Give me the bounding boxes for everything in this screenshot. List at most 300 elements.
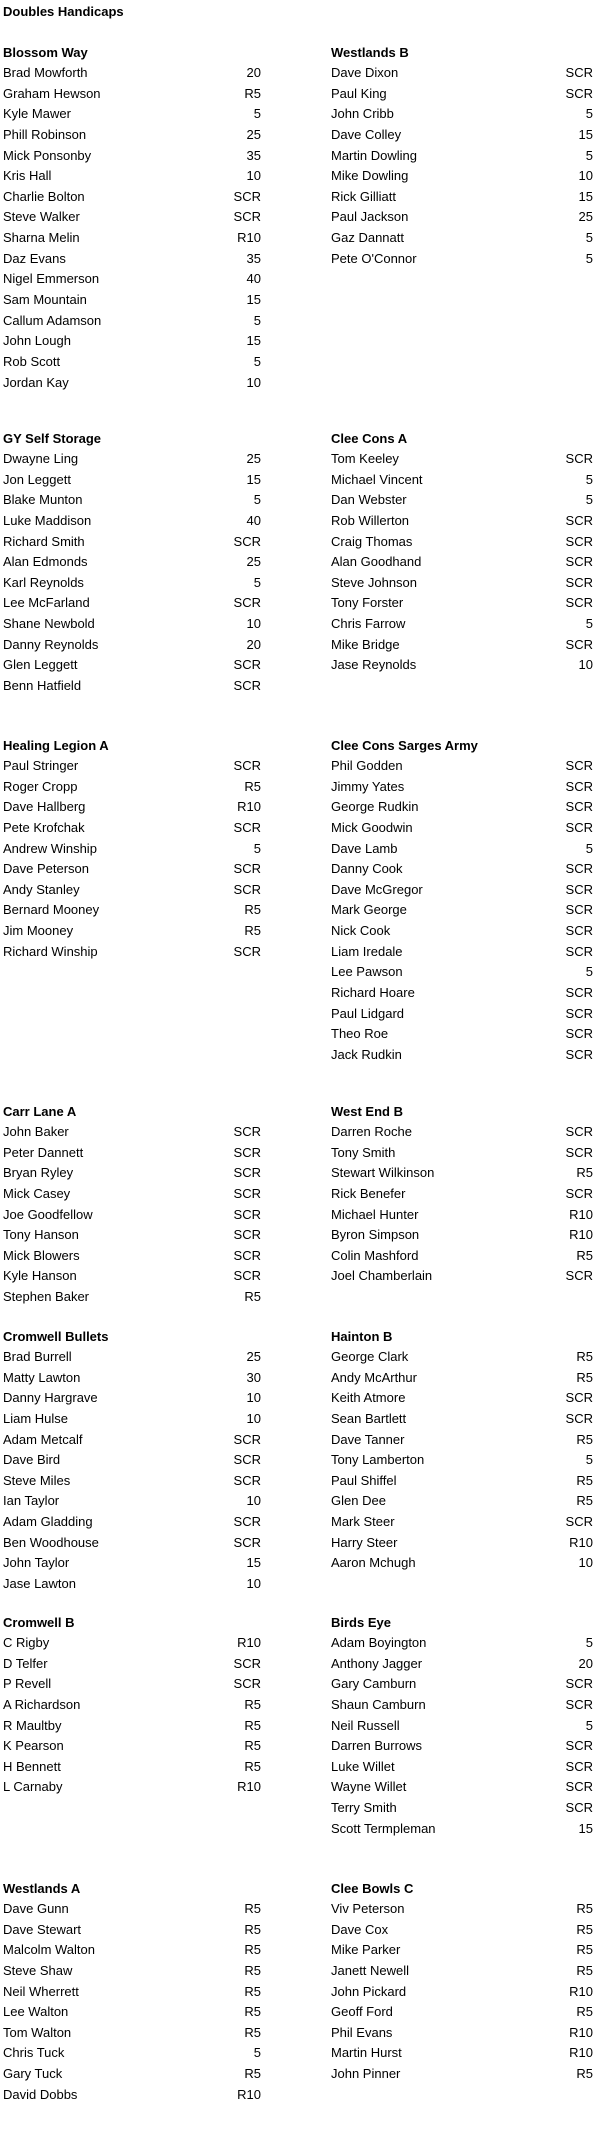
player-row bbox=[331, 1006, 593, 1027]
player-name: C Rigby bbox=[3, 1635, 50, 1650]
player-handicap: R5 bbox=[576, 2066, 593, 2082]
player-handicap: SCR bbox=[233, 1452, 261, 1468]
player-name: Dave McGregor bbox=[331, 881, 423, 897]
team-name: Clee Bowls C bbox=[331, 1881, 414, 1896]
player-handicap: R5 bbox=[244, 1942, 261, 1958]
player-row bbox=[331, 985, 593, 1006]
player-handicap: 40 bbox=[246, 512, 261, 528]
player-handicap: R10 bbox=[569, 1983, 593, 1999]
player-handicap: R10 bbox=[237, 2086, 261, 2102]
player-handicap: R5 bbox=[576, 1962, 593, 1978]
player-name: Paul King bbox=[331, 85, 387, 101]
player-handicap: R5 bbox=[576, 2004, 593, 2020]
player-name: Gary Tuck bbox=[3, 2066, 63, 2082]
player-handicap: SCR bbox=[565, 1390, 593, 1406]
player-name: Mike Bridge bbox=[331, 636, 400, 652]
player-handicap: SCR bbox=[233, 1165, 261, 1181]
player-name: Harry Steer bbox=[331, 1534, 398, 1550]
player-row bbox=[331, 1738, 593, 1759]
player-handicap: R5 bbox=[244, 1696, 261, 1712]
player-name: Brad Burrell bbox=[3, 1349, 72, 1364]
player-name: Martin Dowling bbox=[331, 147, 417, 163]
team-name: Cromwell Bullets bbox=[3, 1329, 109, 1344]
player-handicap: 15 bbox=[246, 292, 261, 308]
team-block bbox=[331, 1329, 593, 1576]
player-handicap: R5 bbox=[244, 1758, 261, 1774]
player-handicap: SCR bbox=[565, 1410, 593, 1426]
player-handicap: R5 bbox=[244, 1289, 261, 1305]
player-handicap: SCR bbox=[233, 1534, 261, 1550]
player-handicap: SCR bbox=[565, 574, 593, 590]
player-name: Rick Gilliatt bbox=[331, 188, 397, 204]
player-name: Dave Peterson bbox=[3, 861, 89, 877]
player-name: Janett Newell bbox=[331, 1962, 410, 1978]
player-row bbox=[3, 1227, 261, 1248]
team-block bbox=[3, 1104, 261, 1310]
player-handicap: SCR bbox=[565, 1696, 593, 1712]
player-name: Shane Newbold bbox=[3, 616, 95, 632]
player-row bbox=[331, 923, 593, 944]
player-handicap: R5 bbox=[576, 1942, 593, 1958]
player-name: Scott Termpleman bbox=[331, 1820, 436, 1836]
player-handicap: SCR bbox=[565, 1026, 593, 1042]
player-handicap: SCR bbox=[233, 1206, 261, 1222]
player-name: Byron Simpson bbox=[331, 1227, 420, 1243]
player-row bbox=[331, 1411, 593, 1432]
player-row bbox=[331, 1207, 593, 1228]
player-row bbox=[331, 127, 593, 148]
player-handicap: SCR bbox=[565, 1144, 593, 1160]
player-handicap: 5 bbox=[585, 1635, 593, 1650]
team-block bbox=[3, 1881, 261, 2107]
player-handicap: 5 bbox=[253, 106, 261, 122]
player-row bbox=[331, 1452, 593, 1473]
player-handicap: SCR bbox=[233, 1124, 261, 1139]
player-handicap: SCR bbox=[233, 533, 261, 549]
player-name: Mick Goodwin bbox=[331, 819, 413, 835]
player-name: Aaron Mchugh bbox=[331, 1555, 416, 1571]
player-row bbox=[3, 1718, 261, 1739]
player-row bbox=[3, 1124, 261, 1145]
player-handicap: SCR bbox=[233, 758, 261, 773]
player-name: Phil Evans bbox=[331, 2024, 393, 2040]
player-name: Craig Thomas bbox=[331, 533, 413, 549]
player-handicap: SCR bbox=[233, 1472, 261, 1488]
team-block bbox=[3, 1329, 261, 1597]
player-name: Joe Goodfellow bbox=[3, 1206, 93, 1222]
player-handicap: 10 bbox=[246, 1493, 261, 1509]
player-handicap: R5 bbox=[244, 2004, 261, 2020]
player-row bbox=[3, 944, 261, 965]
player-name: John Lough bbox=[3, 333, 71, 349]
player-name: Wayne Willet bbox=[331, 1779, 407, 1795]
player-name: Mick Ponsonby bbox=[3, 147, 92, 163]
player-row bbox=[3, 375, 261, 396]
team-block bbox=[331, 738, 593, 1068]
player-name: Richard Smith bbox=[3, 533, 85, 549]
player-name: Sean Bartlett bbox=[331, 1410, 407, 1426]
player-row bbox=[3, 1432, 261, 1453]
player-name: Brad Mowforth bbox=[3, 65, 88, 80]
player-row bbox=[331, 1145, 593, 1166]
player-name: Peter Dannett bbox=[3, 1144, 84, 1160]
player-handicap: R5 bbox=[576, 1369, 593, 1385]
player-name: George Clark bbox=[331, 1349, 409, 1364]
player-name: Paul Stringer bbox=[3, 758, 79, 773]
player-handicap: SCR bbox=[565, 512, 593, 528]
player-handicap: SCR bbox=[565, 1185, 593, 1201]
player-handicap: 5 bbox=[253, 492, 261, 508]
player-name: John Pickard bbox=[331, 1983, 407, 1999]
player-row bbox=[3, 1635, 261, 1656]
player-handicap: R5 bbox=[244, 1983, 261, 1999]
player-handicap: SCR bbox=[233, 1247, 261, 1263]
player-handicap: 5 bbox=[585, 1717, 593, 1733]
player-row bbox=[3, 1942, 261, 1963]
player-name: Theo Roe bbox=[331, 1026, 389, 1042]
player-row bbox=[3, 127, 261, 148]
player-row bbox=[331, 944, 593, 965]
player-handicap: R5 bbox=[576, 1472, 593, 1488]
player-row bbox=[331, 1473, 593, 1494]
player-handicap: R5 bbox=[576, 1349, 593, 1364]
player-row bbox=[3, 1535, 261, 1556]
player-name: Jim Mooney bbox=[3, 923, 74, 939]
player-name: Michael Vincent bbox=[331, 471, 423, 487]
player-row bbox=[3, 1493, 261, 1514]
player-row bbox=[331, 1349, 593, 1370]
player-name: Stephen Baker bbox=[3, 1289, 90, 1305]
player-handicap: SCR bbox=[565, 533, 593, 549]
player-row bbox=[331, 1248, 593, 1269]
player-handicap: SCR bbox=[233, 819, 261, 835]
player-row bbox=[3, 902, 261, 923]
team-block bbox=[3, 1615, 261, 1800]
player-row bbox=[3, 2066, 261, 2087]
player-handicap: SCR bbox=[565, 799, 593, 815]
player-handicap: SCR bbox=[565, 451, 593, 466]
player-name: Bryan Ryley bbox=[3, 1165, 74, 1181]
player-name: Pete Krofchak bbox=[3, 819, 85, 835]
player-row bbox=[331, 1656, 593, 1677]
player-name: Nigel Emmerson bbox=[3, 271, 100, 287]
player-handicap: R10 bbox=[237, 230, 261, 246]
player-name: Jimmy Yates bbox=[331, 778, 405, 794]
player-row bbox=[3, 861, 261, 882]
player-row bbox=[3, 230, 261, 251]
player-row bbox=[331, 1697, 593, 1718]
player-handicap: SCR bbox=[565, 943, 593, 959]
player-handicap: 5 bbox=[253, 574, 261, 590]
player-handicap: 35 bbox=[246, 250, 261, 266]
player-name: Mark Steer bbox=[331, 1514, 395, 1530]
player-row bbox=[3, 1165, 261, 1186]
player-row bbox=[3, 251, 261, 272]
player-name: Rob Scott bbox=[3, 353, 61, 369]
team-name: Blossom Way bbox=[3, 45, 88, 60]
player-name: Tony Lamberton bbox=[331, 1452, 425, 1468]
player-handicap: 10 bbox=[578, 1555, 593, 1571]
player-handicap: 5 bbox=[585, 492, 593, 508]
player-name: Lee Pawson bbox=[331, 964, 403, 980]
player-name: H Bennett bbox=[3, 1758, 61, 1774]
player-handicap: 10 bbox=[246, 1576, 261, 1592]
player-name: Tom Keeley bbox=[331, 451, 399, 466]
player-handicap: 10 bbox=[246, 616, 261, 632]
player-row bbox=[3, 799, 261, 820]
player-row bbox=[331, 820, 593, 841]
team-block bbox=[3, 45, 261, 395]
player-name: Blake Munton bbox=[3, 492, 83, 508]
player-name: Mike Dowling bbox=[331, 168, 409, 184]
player-name: Roger Cropp bbox=[3, 778, 78, 794]
player-handicap: 10 bbox=[246, 168, 261, 184]
player-row bbox=[3, 923, 261, 944]
player-row bbox=[3, 313, 261, 334]
player-handicap: R5 bbox=[244, 1901, 261, 1916]
player-handicap: SCR bbox=[565, 1268, 593, 1284]
player-handicap: R10 bbox=[569, 2045, 593, 2061]
player-handicap: SCR bbox=[233, 657, 261, 673]
player-row bbox=[331, 575, 593, 596]
player-row bbox=[331, 86, 593, 107]
player-name: Steve Walker bbox=[3, 209, 80, 225]
player-row bbox=[3, 1268, 261, 1289]
player-handicap: SCR bbox=[233, 1144, 261, 1160]
player-handicap: 25 bbox=[246, 1349, 261, 1364]
player-row bbox=[3, 678, 261, 699]
player-name: Mike Parker bbox=[331, 1942, 401, 1958]
player-row bbox=[331, 1186, 593, 1207]
player-handicap: SCR bbox=[565, 985, 593, 1001]
player-row bbox=[3, 1411, 261, 1432]
player-handicap: SCR bbox=[233, 881, 261, 897]
player-row bbox=[331, 106, 593, 127]
player-row bbox=[331, 882, 593, 903]
player-handicap: R10 bbox=[569, 1227, 593, 1243]
player-handicap: SCR bbox=[565, 85, 593, 101]
player-row bbox=[331, 861, 593, 882]
player-name: John Baker bbox=[3, 1124, 69, 1139]
player-name: Richard Winship bbox=[3, 943, 98, 959]
team-name: Carr Lane A bbox=[3, 1104, 77, 1119]
player-handicap: SCR bbox=[233, 1655, 261, 1671]
player-row bbox=[331, 2066, 593, 2087]
player-name: Mick Blowers bbox=[3, 1247, 80, 1263]
player-row bbox=[331, 1984, 593, 2005]
player-handicap: 25 bbox=[246, 451, 261, 466]
player-name: Dave Tanner bbox=[331, 1431, 405, 1447]
player-row bbox=[3, 1759, 261, 1780]
player-row bbox=[3, 1186, 261, 1207]
player-name: L Carnaby bbox=[3, 1779, 63, 1795]
player-name: Jase Lawton bbox=[3, 1576, 76, 1592]
player-name: Callum Adamson bbox=[3, 312, 102, 328]
player-handicap: SCR bbox=[233, 209, 261, 225]
team-block bbox=[331, 1881, 593, 2087]
player-handicap: R5 bbox=[244, 1738, 261, 1754]
team-block bbox=[331, 431, 593, 678]
player-name: Anthony Jagger bbox=[331, 1655, 423, 1671]
player-handicap: R10 bbox=[569, 1206, 593, 1222]
player-handicap: SCR bbox=[565, 881, 593, 897]
player-handicap: SCR bbox=[565, 595, 593, 611]
player-name: Ben Woodhouse bbox=[3, 1534, 99, 1550]
player-row bbox=[331, 189, 593, 210]
player-handicap: 15 bbox=[578, 188, 593, 204]
player-name: Luke Maddison bbox=[3, 512, 92, 528]
team-name: Healing Legion A bbox=[3, 738, 109, 753]
player-row bbox=[3, 1349, 261, 1370]
player-name: Danny Reynolds bbox=[3, 636, 99, 652]
player-row bbox=[331, 148, 593, 169]
player-row bbox=[3, 1289, 261, 1310]
player-row bbox=[331, 251, 593, 272]
player-handicap: R5 bbox=[576, 1165, 593, 1181]
player-name: Mark George bbox=[331, 902, 407, 918]
player-name: Alan Edmonds bbox=[3, 554, 88, 570]
player-handicap: 5 bbox=[585, 964, 593, 980]
player-row bbox=[3, 637, 261, 658]
player-name: R Maultby bbox=[3, 1717, 62, 1733]
player-row bbox=[331, 1124, 593, 1145]
player-row bbox=[331, 1493, 593, 1514]
player-name: Paul Jackson bbox=[331, 209, 409, 225]
player-handicap: 15 bbox=[246, 333, 261, 349]
player-row bbox=[3, 841, 261, 862]
player-handicap: 15 bbox=[246, 471, 261, 487]
player-row bbox=[331, 1370, 593, 1391]
player-name: Danny Cook bbox=[331, 861, 403, 877]
player-name: Charlie Bolton bbox=[3, 188, 85, 204]
player-handicap: SCR bbox=[565, 861, 593, 877]
player-handicap: R5 bbox=[576, 1431, 593, 1447]
player-row bbox=[331, 65, 593, 86]
player-name: Graham Hewson bbox=[3, 85, 101, 101]
player-name: Andy Stanley bbox=[3, 881, 80, 897]
player-row bbox=[3, 779, 261, 800]
player-handicap: 40 bbox=[246, 271, 261, 287]
player-name: John Taylor bbox=[3, 1555, 70, 1571]
player-name: Darren Burrows bbox=[331, 1738, 423, 1754]
player-handicap: R5 bbox=[244, 1717, 261, 1733]
player-row bbox=[331, 1635, 593, 1656]
player-row bbox=[3, 189, 261, 210]
player-name: K Pearson bbox=[3, 1738, 64, 1754]
player-name: Steve Johnson bbox=[331, 574, 418, 590]
player-name: Gary Camburn bbox=[331, 1676, 417, 1692]
player-handicap: SCR bbox=[233, 595, 261, 611]
player-row bbox=[3, 1390, 261, 1411]
player-row bbox=[3, 1922, 261, 1943]
player-row bbox=[3, 472, 261, 493]
player-name: Sam Mountain bbox=[3, 292, 87, 308]
player-handicap: SCR bbox=[565, 1514, 593, 1530]
player-row bbox=[3, 148, 261, 169]
player-handicap: R5 bbox=[244, 1962, 261, 1978]
player-row bbox=[331, 168, 593, 189]
document-title: Doubles Handicaps bbox=[3, 4, 124, 19]
player-name: Glen Leggett bbox=[3, 657, 78, 673]
player-handicap: SCR bbox=[233, 1268, 261, 1284]
player-handicap: 10 bbox=[578, 168, 593, 184]
player-name: Shaun Camburn bbox=[331, 1696, 426, 1712]
player-handicap: R10 bbox=[569, 1534, 593, 1550]
player-row bbox=[331, 554, 593, 575]
player-name: Mick Casey bbox=[3, 1185, 71, 1201]
player-name: Colin Mashford bbox=[331, 1247, 419, 1263]
player-handicap: 5 bbox=[585, 106, 593, 122]
player-handicap: SCR bbox=[565, 1800, 593, 1816]
player-row bbox=[3, 168, 261, 189]
player-row bbox=[3, 1555, 261, 1576]
player-name: Geoff Ford bbox=[331, 2004, 393, 2020]
player-handicap: SCR bbox=[233, 678, 261, 694]
player-name: Tom Walton bbox=[3, 2024, 72, 2040]
player-name: Rick Benefer bbox=[331, 1185, 406, 1201]
player-row bbox=[331, 1047, 593, 1068]
player-handicap: 25 bbox=[246, 126, 261, 142]
player-name: Neil Russell bbox=[331, 1717, 400, 1733]
player-row bbox=[331, 2025, 593, 2046]
player-name: Terry Smith bbox=[331, 1800, 397, 1816]
player-handicap: SCR bbox=[565, 1124, 593, 1139]
player-row bbox=[331, 964, 593, 985]
player-name: Dave Hallberg bbox=[3, 799, 86, 815]
team-block bbox=[331, 1104, 593, 1289]
player-name: Jordan Kay bbox=[3, 374, 69, 390]
player-name: Kyle Hanson bbox=[3, 1268, 77, 1284]
player-handicap: SCR bbox=[565, 778, 593, 794]
player-handicap: SCR bbox=[233, 1676, 261, 1692]
player-row bbox=[3, 1452, 261, 1473]
player-handicap: SCR bbox=[565, 554, 593, 570]
player-row bbox=[3, 2087, 261, 2108]
player-row bbox=[331, 1514, 593, 1535]
player-row bbox=[331, 2004, 593, 2025]
player-handicap: SCR bbox=[565, 65, 593, 80]
player-name: Dave Bird bbox=[3, 1452, 61, 1468]
player-name: Martin Hurst bbox=[331, 2045, 402, 2061]
player-name: Glen Dee bbox=[331, 1493, 386, 1509]
player-name: P Revell bbox=[3, 1676, 52, 1692]
player-handicap: SCR bbox=[233, 943, 261, 959]
player-row bbox=[3, 2004, 261, 2025]
player-handicap: 35 bbox=[246, 147, 261, 163]
player-name: Darren Roche bbox=[331, 1124, 412, 1139]
player-row bbox=[3, 209, 261, 230]
team-block bbox=[3, 431, 261, 699]
player-handicap: 15 bbox=[578, 1820, 593, 1836]
player-handicap: SCR bbox=[565, 1758, 593, 1774]
player-handicap: R5 bbox=[244, 2024, 261, 2040]
player-name: Andy McArthur bbox=[331, 1369, 417, 1385]
player-row bbox=[3, 1779, 261, 1800]
player-handicap: 10 bbox=[578, 657, 593, 673]
player-row bbox=[3, 554, 261, 575]
player-name: Pete O'Connor bbox=[331, 250, 417, 266]
player-name: Matty Lawton bbox=[3, 1369, 81, 1385]
player-handicap: R5 bbox=[244, 902, 261, 918]
player-row bbox=[3, 1676, 261, 1697]
player-handicap: R5 bbox=[244, 1921, 261, 1937]
player-handicap: R5 bbox=[576, 1493, 593, 1509]
player-name: Sharna Melin bbox=[3, 230, 80, 246]
player-row bbox=[3, 1514, 261, 1535]
player-row bbox=[3, 65, 261, 86]
player-row bbox=[3, 820, 261, 841]
player-row bbox=[331, 1963, 593, 1984]
